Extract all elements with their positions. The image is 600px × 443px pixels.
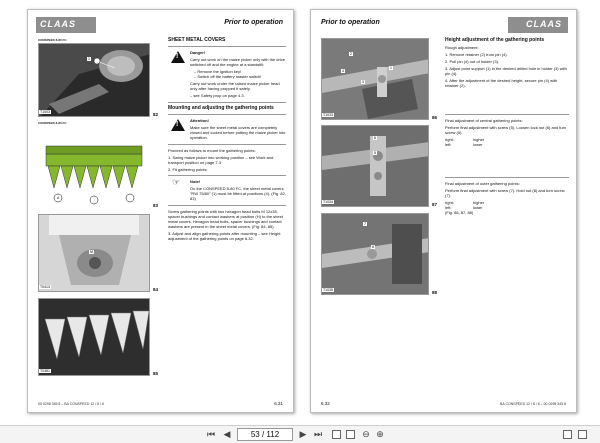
figure-86-photo (321, 38, 429, 120)
figure-85-number: 85 (153, 371, 159, 376)
outer-heading: Final adjustment of outer gathering points: (445, 181, 520, 186)
outer-adjustment-photo (322, 214, 429, 295)
note-box (168, 179, 286, 201)
page-footer: 00 0298 345 8 – BA CONSPEED 12 / 8 / 6 (38, 402, 104, 406)
figure-88-number: 88 (432, 290, 438, 295)
divider (168, 46, 286, 47)
direction-label: right: (445, 137, 454, 142)
first-page-button[interactable]: ⏮ (206, 429, 216, 439)
figure-84-tag: T0413 (40, 285, 50, 289)
left-text-column (168, 38, 286, 243)
divider (445, 177, 569, 178)
figure-84-number: 84 (153, 287, 159, 292)
note-text: On the CONSPEED 8-80 FC, the sheet metal covers "RW 75/80" (1) must be fitted at positions (4). (Fig. 82, 83) (190, 186, 286, 201)
figure-82-tag: T1003 (40, 110, 50, 114)
figure-84-callout: M (90, 250, 93, 254)
outer-text: Perform final adjustment with screw (7). Hold nut (8) and turn screw (7). (445, 188, 565, 198)
claas-logo: CLAAS (40, 19, 76, 29)
step-item: 3. Adjust and align gathering points after mounting – see Height adjustment of the gathering points on page 6.32. (168, 231, 281, 241)
figure-82-callout: 1 (88, 57, 90, 61)
figure-87-tag: T1034 (323, 200, 333, 204)
figure-86-callout: 4 (342, 69, 344, 73)
divider (168, 175, 286, 176)
figure-83-diagram (38, 126, 150, 208)
direction-value: higher (473, 200, 485, 205)
zoom-out-button[interactable]: ⊖ (362, 429, 370, 439)
divider (445, 114, 569, 115)
figure-88-callout: 8 (372, 245, 374, 249)
warning-icon (171, 119, 185, 131)
zoom-in-button[interactable]: ⊕ (376, 429, 384, 439)
danger-item: – Switch off the battery master switch! (194, 74, 262, 79)
divider (168, 144, 286, 145)
page-number: 6.32 (321, 401, 330, 406)
direction-value: higher (473, 137, 485, 142)
step-item: 2. Fit gathering points: (168, 167, 208, 172)
screw-text: Screw gathering points with two hexagon head bolts M 12x35, spacer bushings and contact washers at position (H) to the sheet metal covers. Hexagon head bolts, spacer bushings and contact washers are present in the sheet metal covers. (Fig. 84, 85) (168, 209, 283, 229)
section-title: Mounting and adjusting the gathering points (168, 105, 274, 111)
step-item: 1. Remove retainer (2) from pin (4). (445, 52, 508, 57)
page-header-title: Prior to operation (224, 19, 283, 26)
figure-84-photo (38, 214, 150, 292)
right-text-column (445, 38, 569, 217)
figure-caption: CONSPEED 8-80 FC (38, 38, 67, 42)
note-hand-icon: ☞ (172, 177, 181, 187)
figure-reference: (Fig. 86, 87, 88) (445, 210, 474, 215)
rough-heading: Rough adjustment: (445, 45, 479, 50)
attention-text: Make sure the sheet metal covers are completely closed and locked before putting the maize picker into operation. (190, 125, 286, 140)
figure-87-number: 87 (432, 202, 438, 207)
page-header-title: Prior to operation (321, 19, 380, 26)
step-item: 2. Pull pin (4) out of holder (3). (445, 59, 500, 64)
figure-83-number: 83 (153, 203, 159, 208)
fullscreen-icon[interactable] (563, 430, 572, 439)
page-number: 6.31 (274, 401, 283, 406)
viewer-toolbar (0, 425, 600, 443)
figure-86-callout: 3 (362, 80, 364, 84)
gathering-points-diagram (38, 126, 150, 208)
next-page-button[interactable]: ▶ (299, 429, 307, 439)
picker-row-photo (39, 299, 150, 376)
central-text: Perform final adjustment with screw (5). Loosen lock nut (6) and turn screw (5). (445, 125, 567, 135)
figure-82-photo (38, 43, 150, 117)
figure-86-callout: 2 (350, 52, 352, 56)
figure-88-callout: 7 (364, 222, 366, 226)
bolt-mounting-photo (39, 215, 150, 292)
figure-86-tag: T1033 (323, 113, 333, 117)
direction-value: lower (473, 142, 483, 147)
maize-picker-photo (39, 44, 150, 117)
step-item: 3. Adjust point support (1) in the desired drilled hole in holder (3) with pin (4). (445, 66, 567, 76)
direction-value: lower (473, 205, 483, 210)
direction-row (445, 142, 569, 147)
figure-88-photo (321, 213, 429, 295)
danger-reference: – see Safety prop on page 4.3. (190, 93, 245, 98)
last-page-button[interactable]: ⏭ (313, 429, 323, 439)
figure-88-tag: T1035 (323, 288, 333, 292)
direction-label: right: (445, 200, 454, 205)
divider (168, 205, 286, 206)
page-right (310, 9, 577, 413)
step-item: 4. After the adjustment of the desired height, secure pin (4) with retainer (2). (445, 78, 558, 88)
danger-text: Carry out work under the raised maize picker head only after having propped it safely. (190, 81, 280, 91)
figure-87-callout: 5 (374, 151, 376, 155)
note-heading: Note! (190, 179, 201, 184)
previous-page-button[interactable]: ◀ (223, 429, 231, 439)
rough-adjustment-photo (322, 39, 429, 120)
danger-text: Carry out work on the maize picker only with the drive switched off and the engine at a standstill: (190, 57, 285, 67)
section-title: SHEET METAL COVERS (168, 37, 226, 43)
page-left (27, 9, 294, 413)
step-item: 1. Swing maize picker into working position – see Work and transport position on page 7.3 (168, 155, 274, 165)
divider (168, 114, 286, 115)
danger-box (168, 50, 286, 98)
section-title: Height adjustment of the gathering points (445, 37, 545, 43)
figure-caption: CONSPEED 8-80 FC (38, 121, 67, 125)
figure-85-photo (38, 298, 150, 376)
figure-85-tag: T0381 (40, 369, 50, 373)
direction-label: left: (445, 205, 452, 210)
page-number-input[interactable]: 53 / 112 (237, 428, 293, 441)
figure-83-tag: A (57, 196, 60, 200)
figure-87-callout: 6 (374, 136, 376, 140)
divider (168, 102, 286, 103)
direction-label: left: (445, 142, 452, 147)
danger-heading: Danger! (190, 50, 206, 55)
attention-box (168, 118, 286, 140)
figure-82-number: 82 (153, 112, 159, 117)
figure-86-callout: 1 (390, 66, 392, 70)
two-page-view-icon[interactable] (346, 430, 355, 439)
central-heading: Final adjustment of central gathering points: (445, 118, 523, 123)
figure-86-number: 86 (432, 115, 438, 120)
attention-heading: Attention! (190, 118, 209, 123)
proceed-text: Proceed as follows to mount the gathering points: (168, 148, 256, 153)
page-footer: BA CONSPEED 12 / 8 / 6 – 00 0298 345 8 (500, 402, 566, 406)
single-page-view-icon[interactable] (332, 430, 341, 439)
download-icon[interactable] (578, 430, 587, 439)
claas-logo: CLAAS (526, 19, 562, 29)
danger-item: – Remove the ignition key! (194, 69, 242, 74)
warning-icon (171, 51, 185, 63)
